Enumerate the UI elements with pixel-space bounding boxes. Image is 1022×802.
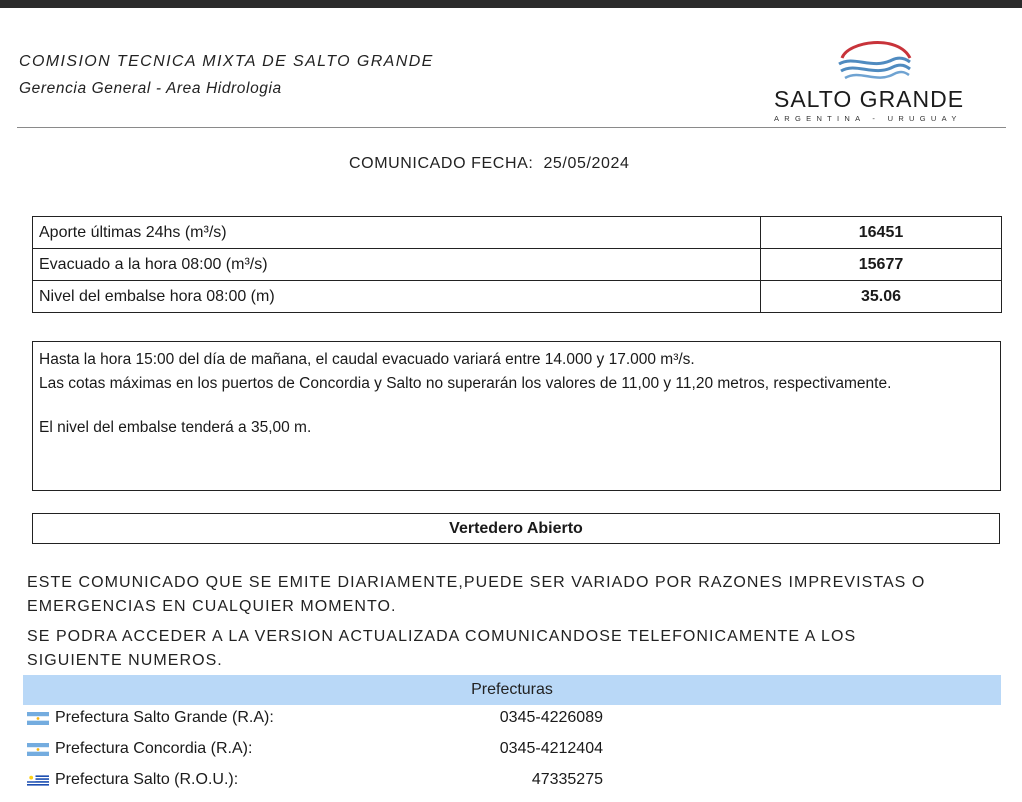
argentina-flag-icon (27, 743, 49, 756)
top-bar (0, 0, 1022, 8)
metric-value: 16451 (761, 217, 1002, 249)
comunicado-date: 25/05/2024 (543, 155, 630, 172)
prefectura-phone: 0345-4226089 (499, 709, 603, 726)
table-row (33, 217, 1002, 249)
department-name: Gerencia General - Area Hidrologia (19, 80, 282, 97)
status-box: Vertedero Abierto (32, 513, 1000, 544)
metric-value: 35.06 (761, 281, 1002, 313)
prefecturas-header: Prefecturas (23, 675, 1001, 705)
logo-name: SALTO GRANDE (774, 86, 965, 112)
forecast-line: Hasta la hora 15:00 del día de mañana, el caudal evacuado variará entre 14.000 y 17.000 m³/s. (39, 351, 695, 368)
prefectura-phone: 0345-4212404 (499, 740, 603, 757)
forecast-line: Las cotas máximas en los puertos de Concordia y Salto no superarán los valores de 11,00 y 11,20 metros, respectivamente. (39, 374, 892, 392)
prefectura-name: Prefectura Salto Grande (R.A): (55, 709, 274, 726)
notice-text: ESTE COMUNICADO QUE SE EMITE DIARIAMENTE,PUEDE SER VARIADO POR RAZONES IMPREVISTAS O EMERGENCIAS EN CUALQUIER MOMENTO. (27, 574, 926, 615)
metric-value: 15677 (761, 249, 1002, 281)
table-row (33, 281, 1002, 313)
notice-text: SE PODRA ACCEDER A LA VERSION ACTUALIZADA COMUNICANDOSE TELEFONICAMENTE A LOS SIGUIENTE NUMEROS. (27, 628, 857, 669)
list-item (27, 738, 1007, 762)
uruguay-flag-icon (27, 774, 49, 787)
argentina-flag-icon (27, 712, 49, 725)
organization-name: COMISION TECNICA MIXTA DE SALTO GRANDE (19, 53, 434, 70)
list-item (27, 707, 1007, 731)
logo-subtitle: ARGENTINA - URUGUAY (774, 114, 962, 123)
metric-label: Aporte últimas 24hs (m³/s) (33, 217, 761, 249)
salto-grande-logo (770, 36, 980, 128)
header-divider (17, 127, 1006, 128)
metric-label: Nivel del embalse hora 08:00 (m) (33, 281, 761, 313)
metric-label: Evacuado a la hora 08:00 (m³/s) (33, 249, 761, 281)
forecast-box (32, 341, 1001, 491)
comunicado-date-line (349, 155, 630, 173)
prefectura-name: Prefectura Salto (R.O.U.): (55, 771, 239, 788)
comunicado-label: COMUNICADO FECHA: (349, 155, 534, 172)
logo-waves-icon (836, 36, 914, 86)
forecast-line: El nivel del embalse tenderá a 35,00 m. (39, 419, 312, 436)
prefectura-phone: 47335275 (531, 771, 603, 788)
metrics-table (32, 216, 1002, 313)
table-row (33, 249, 1002, 281)
list-item (27, 769, 1007, 793)
prefectura-name: Prefectura Concordia (R.A): (55, 740, 253, 757)
